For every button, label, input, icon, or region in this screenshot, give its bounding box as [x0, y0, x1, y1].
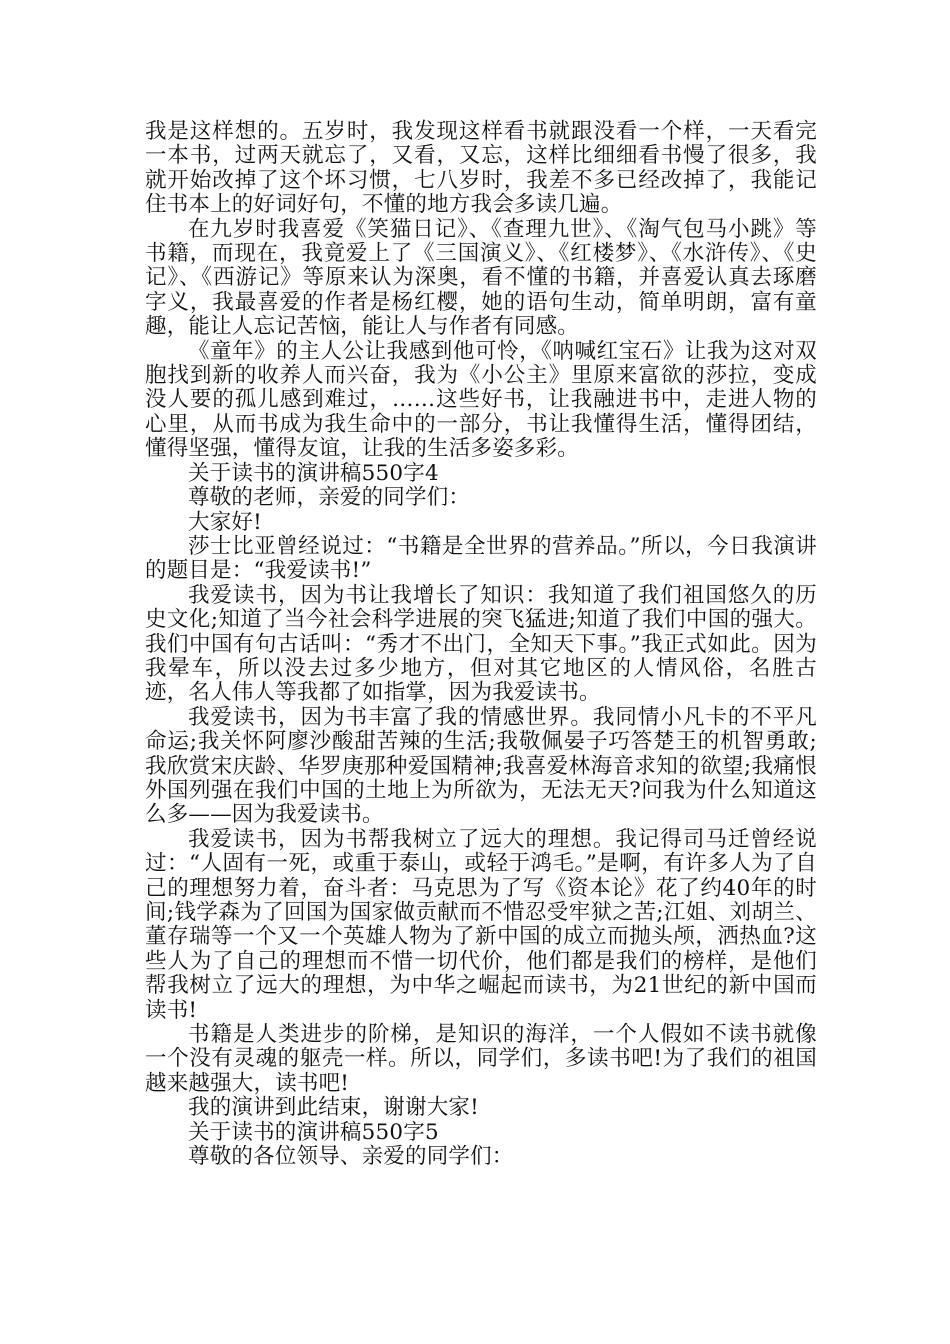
salutation-5: 尊敬的各位领导、亲爱的同学们：	[188, 1144, 514, 1170]
paragraph-2: 在九岁时我喜爱《笑猫日记》、《查理九世》、《淘气包马小跳》等书籍，而现在，我竟爱上了《三国演义》、《红楼梦》、《水浒传》、《史记》、《西游记》等原来认为深奥，看不懂的书籍，并喜爱认真去琢磨字义，我最喜爱的作者是杨红樱，她的语句生动，简单明朗，富有童趣，能让人忘记苦恼，能让人与作者有同感。	[145, 216, 817, 340]
paragraph-7: 莎士比亚曾经说过：“书籍是全世界的营养品。”所以，今日我演讲的题目是：“我爱读书!”	[145, 533, 817, 584]
paragraph-8: 我爱读书，因为书让我增长了知识：我知道了我们祖国悠久的历史文化;知道了当今社会科学进展的突飞猛进;知道了我们中国的强大。我们中国有句古话叫：“秀才不出门，全知天下事。”我正式如此。因为我晕车，所以没去过多少地方，但对其它地区的人情风俗，名胜古迹，名人伟人等我都了如指掌，因为我爱读书。	[145, 582, 817, 706]
closing-line: 我的演讲到此结束，谢谢大家!	[188, 1095, 479, 1121]
paragraph-10: 我爱读书，因为书帮我树立了远大的理想。我记得司马迁曾经说过：“人固有一死，或重于泰山，或轻于鸿毛。”是啊，有许多人为了自己的理想努力着，奋斗者：马克思为了写《资本论》花了约40年的时间;钱学森为了回国为国家做贡献而不惜忍受牢狱之苦;江姐、刘胡兰、董存瑞等一个又一个英雄人物为了新中国的成立而抛头颅，洒热血?这些人为了自己的理想而不惜一切代价，他们都是我们的榜样，是他们帮我树立了远大的理想，为中华之崛起而读书，为21世纪的新中国而读书!	[145, 826, 817, 1023]
document-page	[145, 120, 817, 1169]
section-heading-4: 关于读书的演讲稿550字4	[188, 460, 439, 486]
section-heading-5: 关于读书的演讲稿550字5	[188, 1119, 439, 1145]
paragraph-11: 书籍是人类进步的阶梯，是知识的海洋，一个人假如不读书就像一个没有灵魂的躯壳一样。所以，同学们，多读书吧!为了我们的祖国越来越强大，读书吧!	[145, 1022, 817, 1096]
paragraph-9: 我爱读书，因为书丰富了我的情感世界。我同情小凡卡的不平凡命运;我关怀阿廖沙酸甜苦辣的生活;我敬佩晏子巧答楚王的机智勇敢;我欣赏宋庆龄、华罗庚那种爱国精神;我喜爱林海音求知的欲望;我痛恨外国列强在我们中国的土地上为所欲为，无法无天?问我为什么知道这么多——因为我爱读书。	[145, 704, 817, 828]
paragraph-1: 我是这样想的。五岁时，我发现这样看书就跟没看一个样，一天看完一本书，过两天就忘了，又看，又忘，这样比细细看书慢了很多，我就开始改掉了这个坏习惯，七八岁时，我差不多已经改掉了，我能记住书本上的好词好句，不懂的地方我会多读几遍。	[145, 119, 817, 218]
paragraph-3: 《童年》的主人公让我感到他可怜，《呐喊红宝石》让我为这对双胞找到新的收养人而兴奋，我为《小公主》里原来富欲的莎拉，变成没人要的孤儿感到难过，……这些好书，让我融进书中，走进人物的心里，从而书成为我生命中的一部分，书让我懂得生活，懂得团结，懂得坚强，懂得友谊，让我的生活多姿多彩。	[145, 338, 817, 462]
greeting-4: 大家好!	[188, 509, 262, 535]
salutation-4: 尊敬的老师，亲爱的同学们：	[188, 485, 471, 511]
